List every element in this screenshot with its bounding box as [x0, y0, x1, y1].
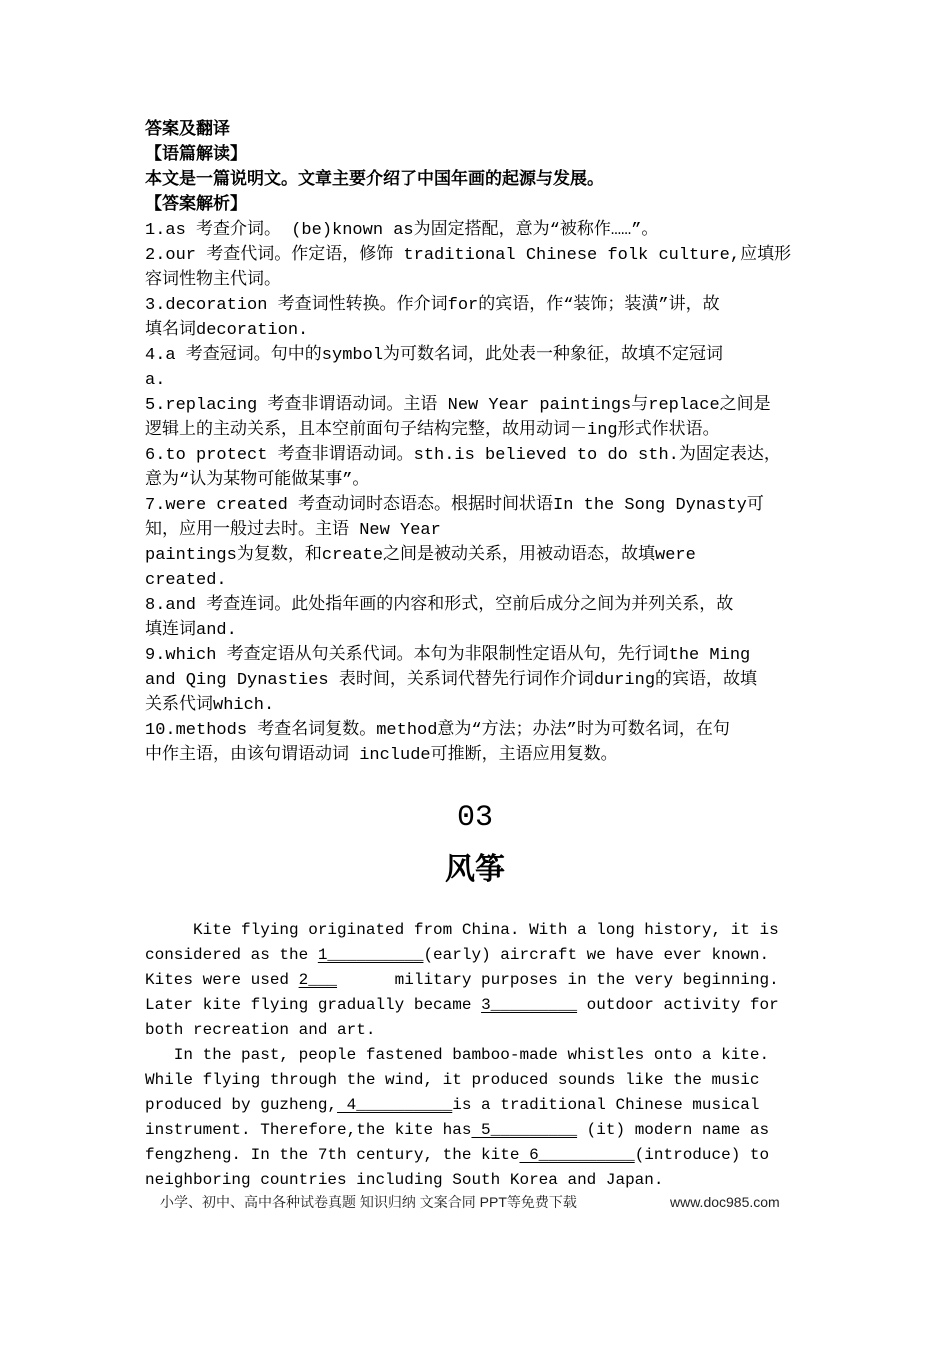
answer-line: 7.were created 考查动词时态语态。根据时间状语In the Song Dynasty可	[145, 496, 764, 515]
reading-heading: 【语篇解读】	[145, 146, 247, 165]
passage-line: both recreation and art.	[145, 1021, 376, 1039]
answer-title: 答案及翻译	[145, 121, 230, 140]
answer-line: 填连词and.	[145, 621, 237, 640]
summary-text: 本文是一篇说明文。文章主要介绍了中国年画的起源与发展。	[145, 171, 604, 190]
passage-title: 风筝	[445, 852, 505, 887]
footer	[160, 1192, 800, 1212]
passage-text: instrument. Therefore,the kite has	[145, 1121, 472, 1139]
answer-line: 逻辑上的主动关系，且本空前面句子结构完整，故用动词－ing形式作状语。	[145, 421, 720, 440]
passage-line	[145, 1118, 865, 1143]
answer-section	[145, 118, 845, 768]
answer-line: 关系代词which.	[145, 696, 275, 715]
blank-3: 3_________	[481, 996, 578, 1014]
answer-line: paintings为复数，和create之间是被动关系，用被动语态，故填were	[145, 546, 696, 565]
passage-text: (it) modern name as	[577, 1121, 770, 1139]
passage-line	[145, 968, 865, 993]
answer-line: 4.a 考查冠词。句中的symbol为可数名词，此处表一种象征，故填不定冠词	[145, 346, 724, 365]
answer-line: 填名词decoration.	[145, 321, 309, 340]
passage-text: Kites were used	[145, 971, 299, 989]
answer-line: created.	[145, 571, 227, 590]
answer-line: 1.as 考查介词。 (be)known as为固定搭配，意为“被称作……”。	[145, 221, 659, 240]
answer-line: 知，应用一般过去时。主语 New Year	[145, 521, 441, 540]
passage-line	[145, 1143, 865, 1168]
answer-line: 5.replacing 考查非谓语动词。主语 New Year paintings与replace之间是	[145, 396, 771, 415]
passage-number: 03	[456, 801, 493, 835]
passage-text: fengzheng. In the 7th century, the kite	[145, 1146, 520, 1164]
footer-url[interactable]: www.doc985.com	[670, 1194, 780, 1210]
blank-1: 1__________	[317, 946, 424, 964]
answer-line: 6.to protect 考查非谓语动词。sth.is believed to do sth.为固定表达，	[145, 446, 781, 465]
blank-4: 4__________	[337, 1096, 453, 1114]
passage-line: neighboring countries including South Korea and Japan.	[145, 1171, 664, 1189]
analysis-heading: 【答案解析】	[145, 196, 247, 215]
passage-line: While flying through the wind, it produced sounds like the music	[145, 1071, 760, 1089]
answer-line: 中作主语，由该句谓语动词 include可推断，主语应用复数。	[145, 746, 618, 765]
footer-text: 小学、初中、高中各种试卷真题 知识归纳 文案合同 PPT等免费下载	[160, 1194, 577, 1210]
answer-line: 3.decoration 考查词性转换。作介词for的宾语，作“装饰；装潢”讲，故	[145, 296, 720, 315]
blank-2: 2___	[298, 971, 338, 989]
passage-body	[145, 918, 865, 1193]
answer-line: 10.methods 考查名词复数。method意为“方法；办法”时为可数名词，在句	[145, 721, 730, 740]
passage-line: Kite flying originated from China. With a long history, it is	[145, 921, 779, 939]
answer-line: 8.and 考查连词。此处指年画的内容和形式，空前后成分之间为并列关系，故	[145, 596, 734, 615]
passage-text: produced by guzheng,	[145, 1096, 338, 1114]
passage-text: Later kite flying gradually became	[145, 996, 482, 1014]
passage-text: (introduce) to	[634, 1146, 770, 1164]
answer-line: and Qing Dynasties 表时间，关系词代替先行词作介词during的宾语，故填	[145, 671, 758, 690]
passage-line	[145, 1093, 865, 1118]
blank-5: 5_________	[471, 1121, 578, 1139]
answer-line: 2.our 考查代词。作定语，修饰 traditional Chinese folk culture,应填形	[145, 246, 792, 265]
passage-text: outdoor activity for	[577, 996, 779, 1014]
passage-text: considered as the	[145, 946, 318, 964]
passage-line	[145, 993, 865, 1018]
passage-text: is a traditional Chinese musical	[452, 1096, 760, 1114]
answer-line: 容词性物主代词。	[145, 271, 281, 290]
answer-line: a.	[145, 371, 166, 390]
answer-line: 意为“认为某物可能做某事”。	[145, 471, 370, 490]
passage-line	[145, 943, 865, 968]
blank-6: 6__________	[519, 1146, 635, 1164]
passage-line: In the past, people fastened bamboo-made whistles onto a kite.	[145, 1046, 770, 1064]
passage-text: military purposes in the very beginning.	[337, 971, 779, 989]
passage-text: (early) aircraft we have ever known.	[423, 946, 770, 964]
answer-line: 9.which 考查定语从句关系代词。本句为非限制性定语从句，先行词the Ming	[145, 646, 751, 665]
